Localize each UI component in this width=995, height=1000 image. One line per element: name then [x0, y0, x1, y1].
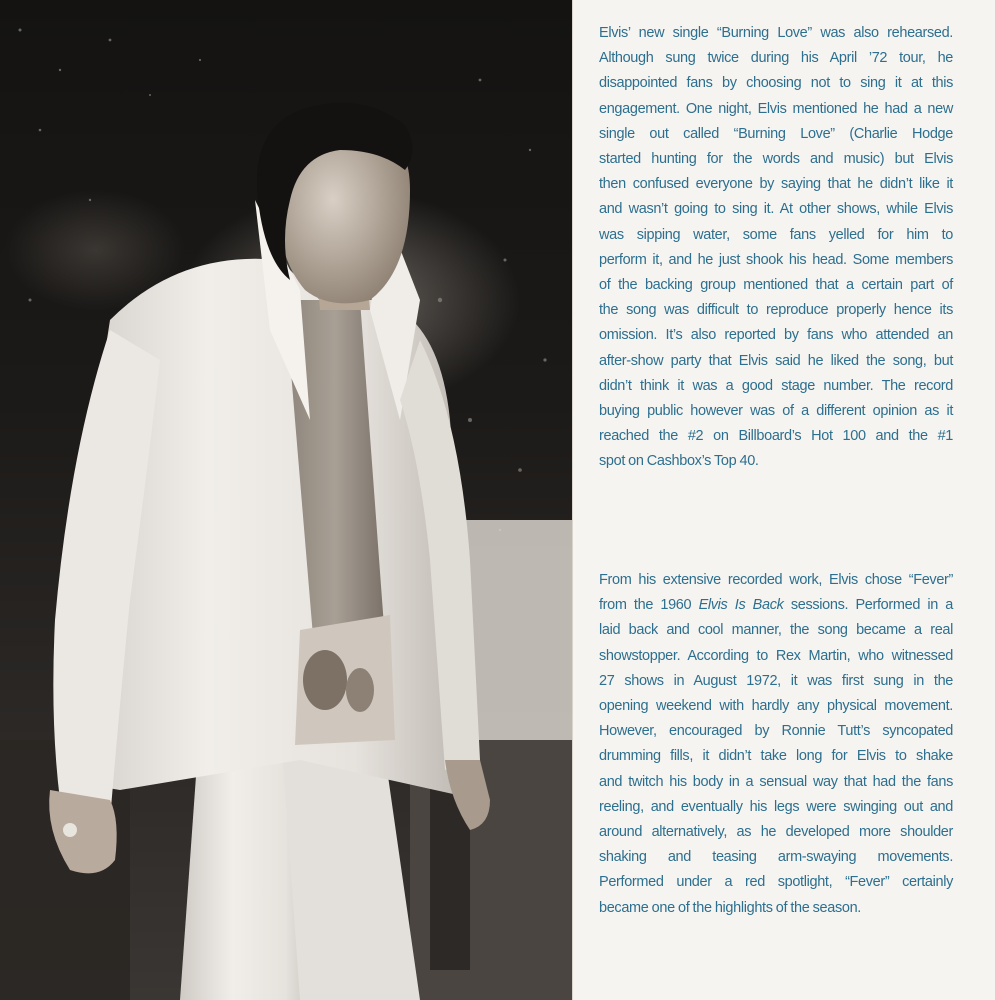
text-line: disappointed fans by choosing not to sing it at this	[599, 75, 953, 92]
text-fragment: from the 1960	[599, 597, 699, 614]
text-line: and wasn’t going to sing it. At other shows, while Elvis	[599, 201, 953, 218]
text-line: reeling, and eventually his legs were swinging out and	[599, 798, 953, 815]
paragraph-fever	[599, 568, 953, 921]
text-line: then confused everyone by saying that he didn’t like it	[599, 176, 953, 193]
belt-buckle	[303, 650, 347, 710]
text-fragment: sessions. Performed in a	[783, 597, 953, 614]
text-line: became one of the highlights of the season.	[599, 899, 861, 916]
text-line: shaking and teasing arm-swaying movements.	[599, 849, 953, 866]
text-line: after-show party that Elvis said he liked the song, but	[599, 352, 953, 369]
text-line: However, encouraged by Ronnie Tutt’s syncopated	[599, 723, 953, 740]
text-line: of the backing group mentioned that a certain part of	[599, 277, 953, 294]
text-line: and twitch his body in a sensual way that had the fans	[599, 773, 953, 790]
text-line: laid back and cool manner, the song became a real	[599, 622, 953, 639]
text-line: around alternatively, as he developed more shoulder	[599, 824, 953, 841]
text-line: started hunting for the words and music) but Elvis	[599, 151, 953, 168]
text-line: was sipping water, some fans yelled for him to	[599, 226, 953, 243]
text-line-with-album-title	[599, 593, 953, 618]
text-line: reached the #2 on Billboard’s Hot 100 and the #1	[599, 428, 953, 445]
article-text-panel	[572, 0, 995, 1000]
text-line: drumming fills, it didn’t take long for Elvis to shake	[599, 748, 953, 765]
text-line: showstopper. According to Rex Martin, who witnessed	[599, 647, 953, 664]
text-line: single out called “Burning Love” (Charlie Hodge	[599, 125, 953, 142]
text-line: engagement. One night, Elvis mentioned he had a new	[599, 100, 953, 117]
text-line: From his extensive recorded work, Elvis chose “Fever”	[599, 572, 953, 588]
text-line: Elvis’ new single “Burning Love” was also rehearsed.	[599, 25, 953, 41]
text-line: the song was difficult to reproduce properly hence its	[599, 302, 953, 319]
text-line: didn’t think it was a good stage number. The record	[599, 377, 953, 394]
text-line: 27 shows in August 1972, it was first sung in the	[599, 672, 953, 689]
text-line: omission. It’s also reported by fans who attended an	[599, 327, 953, 344]
album-title: Elvis Is Back	[698, 597, 784, 614]
paragraph-burning-love	[599, 21, 953, 475]
text-line: spot on Cashbox’s Top 40.	[599, 453, 759, 470]
text-line: perform it, and he just shook his head. Some members	[599, 251, 953, 268]
text-line: Although sung twice during his April ’72 tour, he	[599, 50, 953, 67]
text-line: Performed under a red spotlight, “Fever” certainly	[599, 874, 953, 891]
text-line: buying public however was of a different opinion as it	[599, 403, 953, 420]
text-line: opening weekend with hardly any physical movement.	[599, 698, 953, 715]
